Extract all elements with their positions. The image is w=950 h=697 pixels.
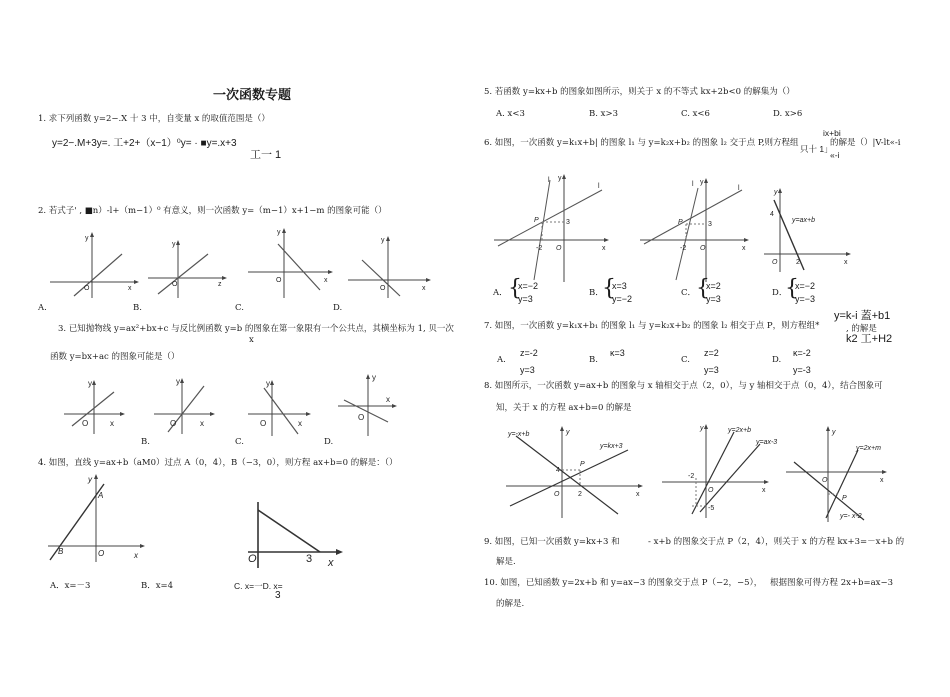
- q11-graph: [786, 426, 890, 522]
- svg-text:y: y: [381, 237, 385, 244]
- page-number: 3: [275, 590, 281, 601]
- q8-stem-2: 知，关于 x 的方程 ax+b=0 的解是: [496, 403, 632, 413]
- svg-text:y=kx+3: y=kx+3: [600, 443, 623, 450]
- q4-graph-left: [46, 472, 146, 562]
- q6-stem: 6. 如图，一次函数 y=k₁x+b| 的图象 l₁ 与 y=k₂x+b₂ 的图象 l₂ 交于点 P,则方程组: [484, 138, 799, 148]
- q4-stem: 4. 如图，直线 y=ax+b（aM0）过点 A（0，4），B（−3，0），则方程 ax+b=0 的解是：（）: [38, 458, 398, 468]
- q3-fraction-x: x: [249, 335, 254, 345]
- svg-text:-2: -2: [680, 245, 687, 252]
- svg-text:x: x: [324, 277, 328, 284]
- q6-option-b-line2: y=−2: [612, 294, 633, 304]
- svg-text:y: y: [774, 189, 778, 196]
- svg-text:y: y: [277, 229, 281, 236]
- svg-text:x: x: [602, 245, 606, 252]
- svg-text:P: P: [534, 217, 539, 224]
- svg-text:O: O: [248, 553, 257, 565]
- svg-text:A: A: [98, 491, 104, 500]
- svg-text:x: x: [134, 551, 138, 560]
- q2a-y: y: [85, 235, 89, 242]
- svg-text:y: y: [832, 429, 836, 436]
- svg-text:O: O: [98, 549, 105, 558]
- q7-option-b-line1: κ=3: [610, 348, 625, 358]
- q2a-x: x: [128, 285, 132, 292]
- svg-text:2: 2: [796, 259, 800, 266]
- q5-option-b[interactable]: B. x>3: [589, 109, 618, 119]
- svg-text:x: x: [844, 259, 848, 266]
- svg-text:l: l: [692, 181, 694, 188]
- q10-stem-2: 的解是.: [496, 599, 525, 609]
- q6-option-c-label[interactable]: C．: [681, 288, 697, 298]
- svg-text:2: 2: [578, 491, 582, 498]
- q6-graph-b: [640, 178, 752, 282]
- q7-option-d-line2: y=-3: [793, 365, 811, 375]
- q1-formula-denominator: 工一 1: [250, 149, 282, 161]
- q2-option-a[interactable]: A.: [38, 303, 47, 313]
- q3-graph-d: [338, 372, 398, 436]
- q3-graph-c: [248, 378, 312, 436]
- q2-stem: 2. 若式子' , ■n）-l+（m−1）⁰ 有意义，则一次函数 y=（m−1）x+1−m 的图象可能（）: [38, 206, 387, 216]
- svg-text:x: x: [386, 395, 390, 404]
- q4-option-b[interactable]: B．x=4: [141, 581, 174, 591]
- q5-option-d[interactable]: D. x>6: [773, 109, 803, 119]
- q2-option-b[interactable]: B.: [133, 303, 142, 313]
- q7-option-b-label[interactable]: B.: [589, 355, 598, 365]
- q7-option-d-line1: κ=-2: [793, 348, 811, 358]
- q9-graph: [506, 426, 646, 518]
- q4-graph-right: [244, 500, 344, 568]
- page-title: 一次函数专题: [213, 88, 292, 103]
- q6-option-a-label[interactable]: A．: [493, 288, 508, 298]
- svg-text:y: y: [176, 377, 180, 386]
- q7-option-d-label[interactable]: D.: [772, 355, 782, 365]
- svg-text:O: O: [82, 419, 89, 428]
- q3-option-c[interactable]: C.: [235, 437, 244, 447]
- svg-text:y: y: [700, 179, 704, 186]
- svg-text:l: l: [598, 183, 600, 190]
- q2-option-d[interactable]: D.: [333, 303, 343, 313]
- svg-text:y: y: [566, 429, 570, 436]
- q3-graph-b: [154, 376, 216, 434]
- svg-text:l: l: [738, 185, 740, 192]
- q6-graph-a: [494, 172, 612, 282]
- q4-option-cd[interactable]: C. x=一D. x=: [234, 581, 283, 591]
- q3-stem: 3. 已知抛物线 y=ax²+bx+c 与反比例函数 y=b 的图象在第一象限有一个公共点，其横坐标为 1, 贝一次: [58, 324, 454, 334]
- q6-system-mid-2: 的解是（）|V-lt«-i: [830, 138, 901, 148]
- q6-option-b-line1: x=3: [612, 281, 627, 291]
- q6-option-b-label[interactable]: B．: [589, 288, 604, 298]
- svg-text:x: x: [110, 419, 114, 428]
- q5-option-c[interactable]: C. x<6: [681, 109, 710, 119]
- svg-text:z: z: [218, 281, 222, 288]
- q2-graph-b: [148, 238, 228, 298]
- q6-graph-c: [764, 186, 854, 272]
- q7-option-c-label[interactable]: C.: [681, 355, 690, 365]
- svg-text:x: x: [762, 487, 766, 494]
- svg-text:l: l: [548, 177, 550, 184]
- svg-text:-5: -5: [708, 505, 715, 512]
- q10-stem-b: 根据图象可得方程 2x+b=ax−3: [770, 578, 893, 588]
- q2-graph-a: [50, 232, 140, 298]
- svg-text:O: O: [170, 419, 177, 428]
- svg-text:O: O: [556, 245, 562, 252]
- q6-option-d-label[interactable]: D．: [772, 288, 788, 298]
- svg-text:O: O: [822, 477, 828, 484]
- q9-stem-2: 解是.: [496, 557, 516, 567]
- q2-graph-d: [348, 234, 432, 298]
- svg-text:y: y: [88, 379, 92, 388]
- q6-option-d-line2: y=−3: [795, 294, 816, 304]
- svg-text:y: y: [558, 175, 562, 182]
- q1-stem: 1. 求下列函数 y=2−.X 十 3 中，自变量 x 的取值范围是（）: [38, 114, 270, 124]
- svg-text:x: x: [742, 245, 746, 252]
- q7-option-a-line2: y=3: [520, 365, 535, 375]
- q7-stem: 7. 如图，一次函数 y=k₁x+b₁ 的图象 l₁ 与 y=k₂x+b₂ 的图象 l₂ 相交于点 P，则方程组*: [484, 321, 820, 331]
- svg-text:O: O: [380, 285, 386, 292]
- svg-text:-2: -2: [536, 245, 543, 252]
- q7-system-2: , 的解是: [846, 324, 877, 334]
- q6-option-c-line1: x=2: [706, 281, 721, 291]
- q7-option-c-line1: z=2: [704, 348, 719, 358]
- svg-text:O: O: [554, 491, 560, 498]
- svg-text:4: 4: [556, 467, 560, 474]
- q9-stem-b: - x+b 的图象交于点 P（2，4），则关于 x 的方程 kx+3=－x+b 的: [648, 537, 905, 547]
- q7-option-a-line1: z=-2: [520, 348, 538, 358]
- q6-option-a-line1: x=−2: [518, 281, 539, 291]
- svg-text:y: y: [88, 475, 92, 484]
- q5-stem: 5. 若函数 y=kx+b 的图象如图所示，则关于 x 的不等式 kx+2b<0 的解集为（）: [484, 87, 795, 97]
- svg-text:P: P: [580, 461, 585, 468]
- svg-text:P: P: [842, 495, 847, 502]
- q6-system-mid: 只十 1」: [800, 144, 833, 154]
- svg-text:-2: -2: [688, 473, 695, 480]
- svg-text:x: x: [298, 419, 302, 428]
- svg-text:O: O: [358, 413, 365, 422]
- svg-text:x: x: [422, 285, 426, 292]
- q10-stem-a: 10. 如图，已知函数 y=2x+b 和 y=ax−3 的图象交于点 P（−2，−5），: [484, 578, 763, 588]
- svg-text:y=ax+b: y=ax+b: [792, 217, 815, 224]
- svg-text:O: O: [260, 419, 267, 428]
- svg-text:y: y: [266, 379, 270, 388]
- svg-text:3: 3: [306, 553, 313, 565]
- q6-option-a-line2: y=3: [518, 294, 533, 304]
- q6-system-top: ix+bi: [823, 128, 841, 138]
- svg-text:y=-x+b: y=-x+b: [508, 431, 530, 438]
- svg-text:y=2x+m: y=2x+m: [856, 445, 881, 452]
- q10-graph: [662, 422, 778, 518]
- svg-text:O: O: [276, 277, 282, 284]
- q7-option-a-label[interactable]: A.: [497, 355, 506, 365]
- svg-text:B: B: [58, 547, 64, 556]
- svg-text:y: y: [172, 241, 176, 248]
- svg-text:y=- x-2: y=- x-2: [840, 513, 862, 520]
- svg-text:3: 3: [708, 221, 712, 228]
- q6-option-d-line1: x=−2: [795, 281, 816, 291]
- q3-stem-2: 函数 y=bx+ac 的图象可能是（）: [50, 352, 180, 362]
- q2-graph-c: [248, 226, 334, 298]
- svg-text:O: O: [700, 245, 706, 252]
- q2-option-c[interactable]: C.: [235, 303, 244, 313]
- q3-graph-a: [64, 378, 126, 434]
- svg-text:y: y: [372, 373, 376, 382]
- q7-system-1: y=k-i 蓋+b1: [834, 310, 891, 322]
- svg-text:x: x: [200, 419, 204, 428]
- q4-option-a[interactable]: A．x=－3: [50, 581, 91, 591]
- svg-text:y: y: [700, 425, 704, 432]
- svg-text:O: O: [172, 281, 178, 288]
- svg-text:x: x: [880, 477, 884, 484]
- svg-text:3: 3: [566, 219, 570, 226]
- q7-option-c-line2: y=3: [704, 365, 719, 375]
- q6-system-bottom: «-i: [830, 150, 840, 160]
- q3-option-b[interactable]: B.: [141, 437, 150, 447]
- q5-option-a[interactable]: A. x<3: [496, 109, 525, 119]
- q9-stem-a: 9. 如图，已知一次函数 y=kx+3 和: [484, 537, 620, 547]
- q3-option-d[interactable]: D.: [324, 437, 334, 447]
- svg-text:x: x: [328, 557, 334, 569]
- svg-text:x: x: [636, 491, 640, 498]
- q6-option-c-line2: y=3: [706, 294, 721, 304]
- svg-text:y=ax-3: y=ax-3: [756, 439, 778, 446]
- svg-text:O: O: [708, 487, 714, 494]
- svg-text:4: 4: [770, 211, 774, 218]
- q1-formula: y=2−.M+3y=. 工+2+（x−1）⁰y= · ■y=.x+3: [52, 138, 237, 149]
- q7-system-3: k2 工+H2: [846, 333, 893, 345]
- svg-text:P: P: [678, 219, 683, 226]
- q2a-o: O: [84, 285, 90, 292]
- svg-text:y=2x+b: y=2x+b: [728, 427, 751, 434]
- svg-text:O: O: [772, 259, 778, 266]
- q8-stem: 8. 如图所示，一次函数 y=ax+b 的图象与 x 轴相交于点（2，0），与 y 轴相交于点（0，4），结合图象可: [484, 381, 883, 391]
